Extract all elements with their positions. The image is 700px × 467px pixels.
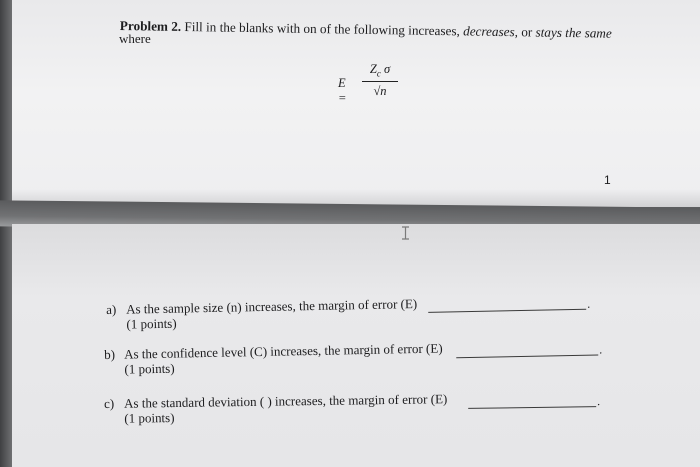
question-end: . (597, 394, 601, 409)
formula-denominator: √n (373, 84, 387, 98)
question-letter: c) (104, 395, 115, 411)
problem-instruction: Fill in the blanks with on of the following increases, (184, 19, 460, 39)
question-points: (1 points) (126, 315, 177, 332)
formula-z-subscript: c (376, 68, 381, 79)
text-cursor-icon (401, 226, 410, 240)
formula-z: Z (369, 62, 377, 76)
question-letter: b) (104, 346, 116, 362)
fraction-bar (362, 81, 398, 82)
question-text: As the standard deviation ( ) increases, the margin of error (E) (123, 391, 448, 411)
option-decreases: decreases, (463, 23, 519, 40)
where-text: where (119, 31, 151, 46)
question-points: (1 points) (124, 410, 175, 426)
question-end: . (599, 342, 603, 357)
question-letter: a) (106, 301, 117, 317)
question-text: As the confidence level (C) increases, the margin of error (E) (123, 340, 443, 362)
problem-heading: Problem 2. (119, 18, 182, 34)
left-edge-shadow (0, 0, 12, 467)
question-points: (1 points) (124, 360, 175, 377)
question-text: As the sample size (n) increases, the margin of error (E) (125, 296, 418, 317)
page-number: 1 (604, 173, 611, 187)
formula-numerator (362, 62, 398, 79)
option-or: or (521, 24, 533, 40)
formula-lhs: E = (338, 76, 347, 105)
formula-fraction (362, 62, 398, 99)
formula-sigma: σ (383, 62, 391, 76)
option-stays-same: stays the same (535, 24, 612, 41)
question-end: . (586, 296, 591, 311)
